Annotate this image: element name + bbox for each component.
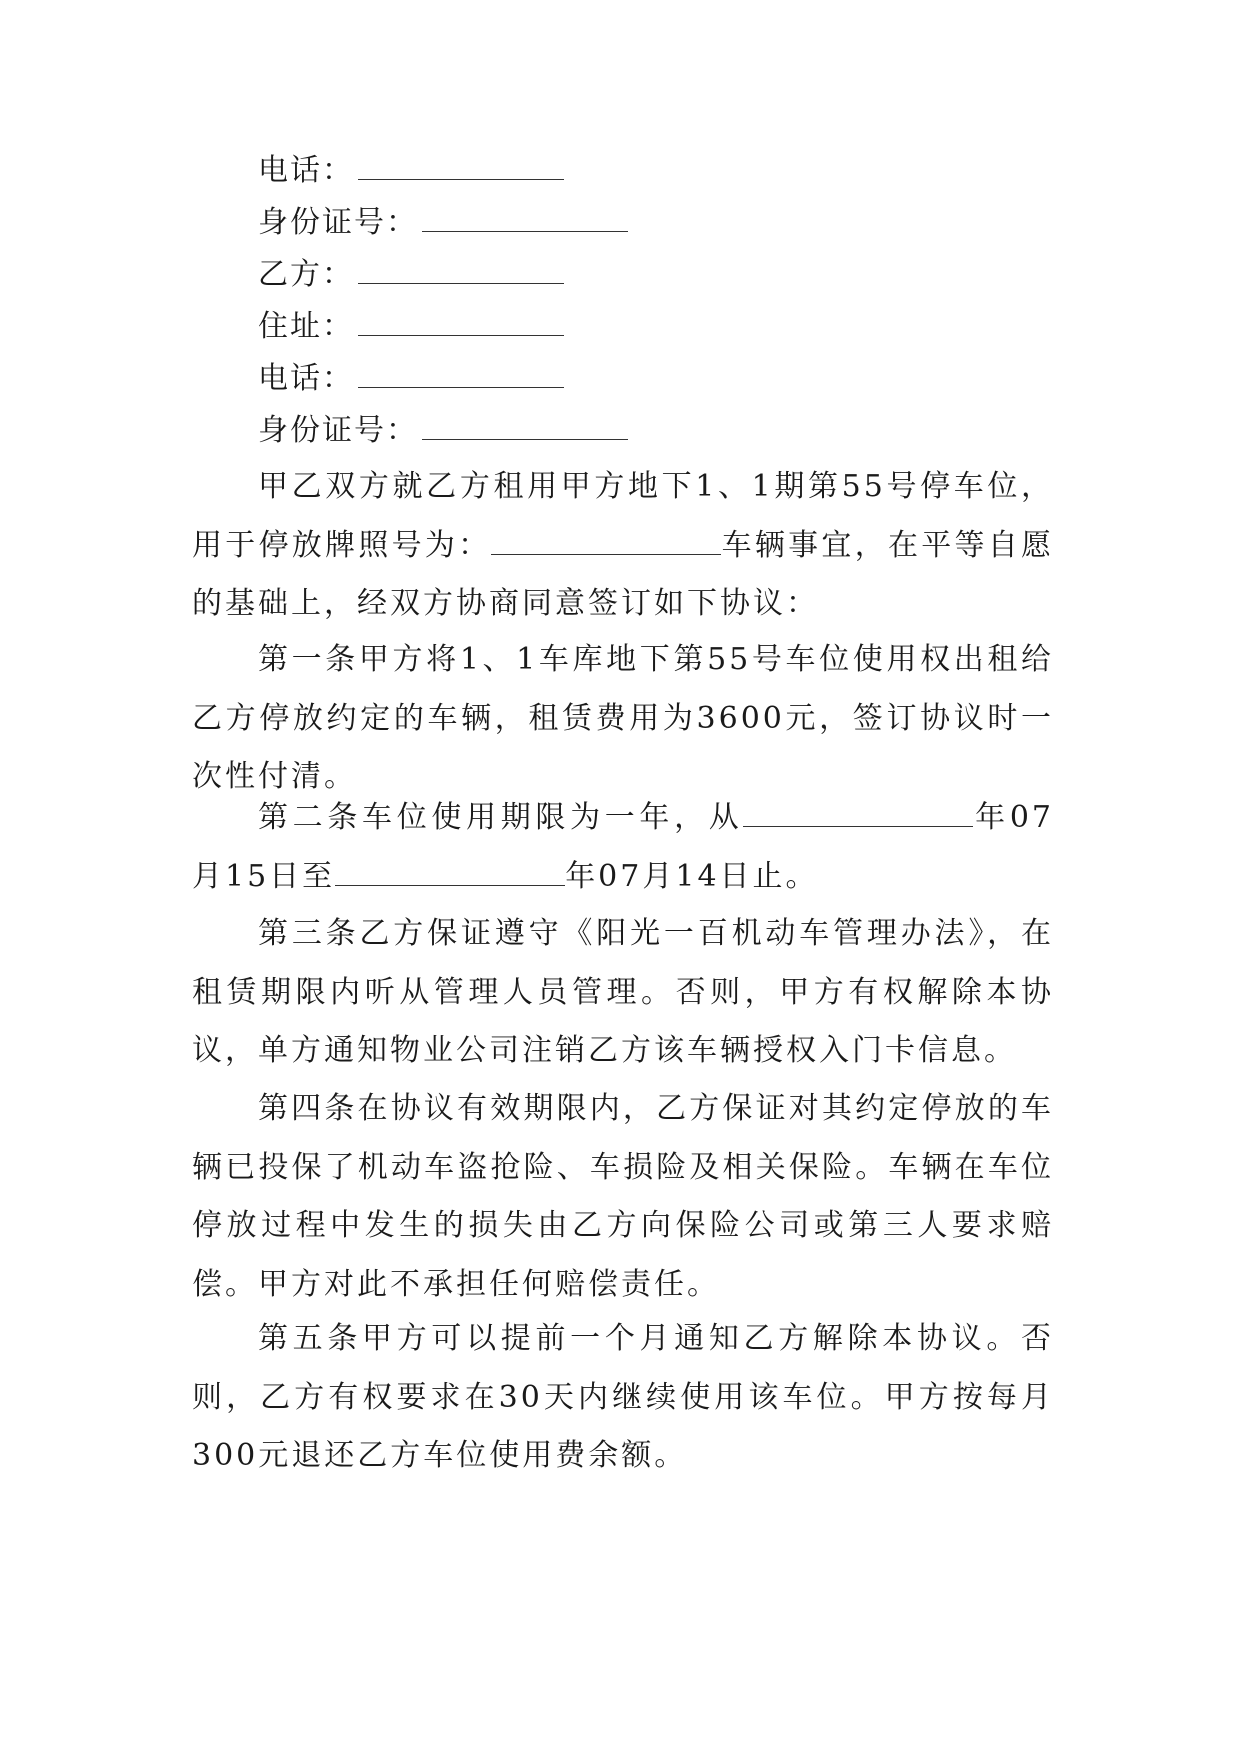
party-b-field (258, 255, 564, 295)
article-2 (192, 789, 1054, 906)
field-label: 乙方： (258, 257, 354, 292)
id-number-blank[interactable] (422, 207, 628, 232)
field-label: 住址： (258, 309, 354, 344)
phone-field-party-b (258, 359, 564, 399)
article-4: 第四条在协议有效期限内，乙方保证对其约定停放的车辆已投保了机动车盗抢险、车损险及相关保险。车辆在车位停放过程中发生的损失由乙方向保险公司或第三人要求赔偿。甲方对此不承担任何赔偿责任。 (192, 1091, 1054, 1302)
article-2-text-2: 年07月15日至 (192, 800, 1054, 894)
article-3: 第三条乙方保证遵守《阳光一百机动车管理办法》，在租赁期限内听从管理人员管理。否则，甲方有权解除本协议，单方通知物业公司注销乙方该车辆授权入门卡信息。 (192, 916, 1054, 1068)
start-year-blank[interactable] (743, 802, 973, 827)
article-1: 第一条甲方将1、1车库地下第55号车位使用权出租给乙方停放约定的车辆，租赁费用为3600元，签订协议时一次性付清。 (192, 642, 1054, 794)
license-plate-blank[interactable] (491, 530, 721, 555)
field-label: 身份证号： (258, 205, 418, 240)
id-number-field-party-b (258, 411, 628, 451)
phone-blank[interactable] (358, 155, 564, 180)
address-blank[interactable] (358, 311, 564, 336)
field-label: 电话： (258, 361, 354, 396)
field-label: 身份证号： (258, 413, 418, 448)
field-label: 电话： (258, 153, 354, 188)
id-number-field-party-a (258, 203, 628, 243)
article-2-text-3: 年07月14日止。 (565, 858, 819, 894)
intro-paragraph (192, 458, 1054, 634)
intro-text-1: 甲乙双方就乙方租用甲方地下1、1期第55号停车位，用于停放牌照号为： (192, 469, 1054, 563)
phone-blank[interactable] (358, 363, 564, 388)
intro-text-2: 车辆事宜，在平等自愿的基础上，经双方协商同意签订如下协议： (192, 527, 1055, 621)
article-2-text-1: 第二条车位使用期限为一年，从 (258, 800, 744, 835)
article-5: 第五条甲方可以提前一个月通知乙方解除本协议。否则，乙方有权要求在30天内继续使用该车位。甲方按每月300元退还乙方车位使用费余额。 (192, 1321, 1054, 1473)
phone-field-party-a (258, 151, 564, 191)
address-field (258, 307, 564, 347)
id-number-blank[interactable] (422, 415, 628, 440)
end-year-blank[interactable] (335, 861, 565, 886)
party-b-blank[interactable] (358, 259, 564, 284)
